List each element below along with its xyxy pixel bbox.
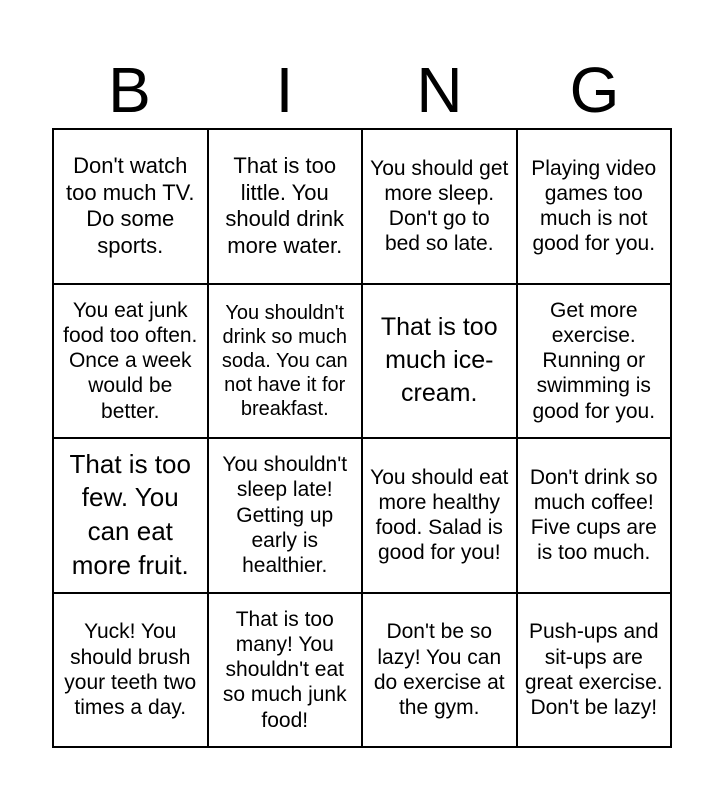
cell-text: Don't drink so much coffee! Five cups are is too much. <box>529 465 658 565</box>
bingo-cell[interactable] <box>517 438 672 593</box>
bingo-cell[interactable] <box>517 284 672 439</box>
bingo-cell[interactable] <box>208 438 363 593</box>
cell-text: You eat junk food too often. Once a week would be better. <box>63 298 198 423</box>
cell-text: You shouldn't drink so much soda. You can not have it for breakfast. <box>221 301 348 420</box>
cell-text: Playing video games too much is not good for you. <box>531 156 657 256</box>
cell-text: Yuck! You should brush your teeth two times a day. <box>64 620 197 719</box>
header-letter-n: N <box>416 54 463 126</box>
bingo-cell[interactable] <box>517 593 672 748</box>
cell-text: Don't be so lazy! You can do exercise at the gym. <box>373 620 505 719</box>
cell-text: That is too many! You shouldn't eat so much junk food! <box>222 607 347 732</box>
cell-text: You should eat more healthy food. Salad is good for you! <box>370 465 509 565</box>
bingo-cell[interactable] <box>362 129 517 284</box>
cell-text: That is too much ice-cream. <box>380 313 498 408</box>
cell-text: Push-ups and sit-ups are great exercise. Don't be lazy! <box>524 620 663 719</box>
header-letter-g: G <box>569 54 620 126</box>
bingo-cell[interactable] <box>53 284 208 439</box>
bingo-cell[interactable] <box>517 129 672 284</box>
cell-text: Don't watch too much TV. Do some sports. <box>66 153 195 258</box>
bingo-cell[interactable] <box>53 129 208 284</box>
bingo-header <box>52 52 672 128</box>
bingo-cell[interactable] <box>362 284 517 439</box>
header-letter-i: I <box>275 54 294 126</box>
cell-text: That is too little. You should drink more water. <box>225 153 345 258</box>
bingo-cell[interactable] <box>362 593 517 748</box>
header-letter-b: B <box>108 54 151 126</box>
cell-text: That is too few. You can eat more fruit. <box>69 448 191 581</box>
bingo-cell[interactable] <box>362 438 517 593</box>
cell-text: You shouldn't sleep late! Getting up early is healthier. <box>222 453 348 578</box>
bingo-cell[interactable] <box>53 593 208 748</box>
bingo-cell[interactable] <box>208 284 363 439</box>
cell-text: Get more exercise. Running or swimming is good for you. <box>532 298 656 423</box>
bingo-cell[interactable] <box>208 593 363 748</box>
bingo-cell[interactable] <box>208 129 363 284</box>
bingo-cell[interactable] <box>53 438 208 593</box>
cell-text: You should get more sleep. Don't go to bed so late. <box>370 156 509 256</box>
bingo-grid <box>52 128 672 748</box>
